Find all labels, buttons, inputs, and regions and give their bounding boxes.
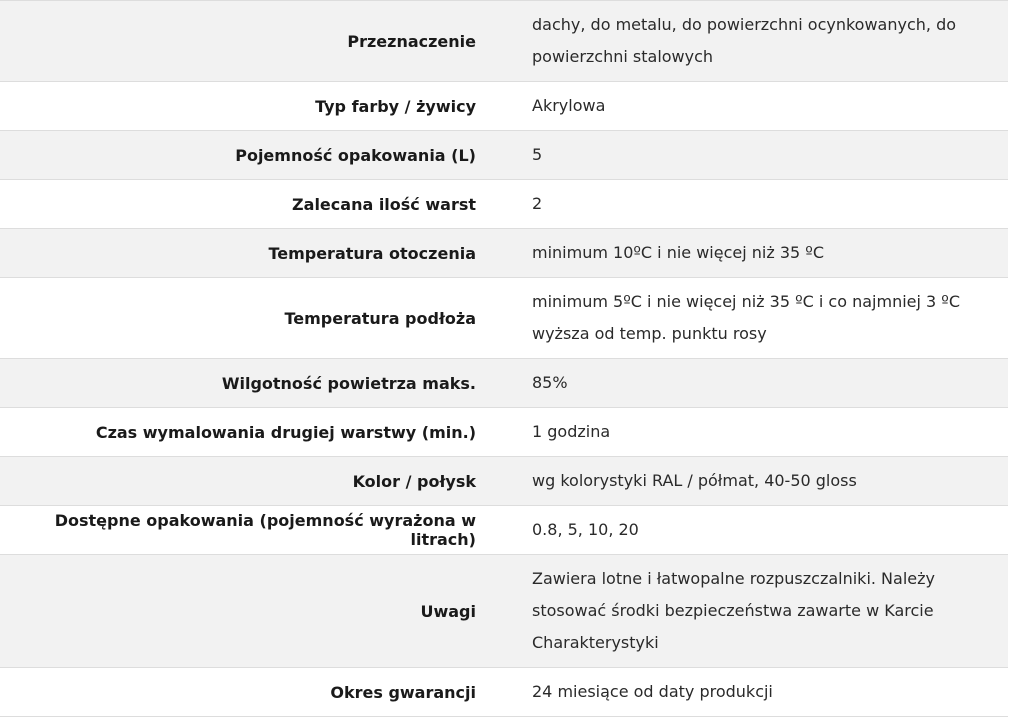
spec-row-czas-wymalowania [0, 408, 1008, 457]
spec-value: 1 godzina [504, 408, 1008, 457]
spec-label: Pojemność opakowania (L) [0, 131, 504, 180]
spec-row-opakowania [0, 506, 1008, 555]
spec-row-wilgotnosc [0, 359, 1008, 408]
spec-value: dachy, do metalu, do powierzchni ocynkowanych, do powierzchni stalowych [504, 1, 1008, 82]
spec-value: 24 miesiące od daty produkcji [504, 668, 1008, 717]
spec-row-temp-otoczenia [0, 229, 1008, 278]
spec-value: 5 [504, 131, 1008, 180]
spec-value: 85% [504, 359, 1008, 408]
spec-label: Przeznaczenie [0, 1, 504, 82]
spec-label: Okres gwarancji [0, 668, 504, 717]
spec-label: Kolor / połysk [0, 457, 504, 506]
spec-row-ilosc-warstw [0, 180, 1008, 229]
spec-row-gwarancja [0, 668, 1008, 717]
spec-row-typ-farby [0, 82, 1008, 131]
spec-row-przeznaczenie [0, 1, 1008, 82]
spec-label: Typ farby / żywicy [0, 82, 504, 131]
spec-value: minimum 10ºC i nie więcej niż 35 ºC [504, 229, 1008, 278]
spec-row-temp-podloza [0, 278, 1008, 359]
spec-value: 0.8, 5, 10, 20 [504, 506, 1008, 555]
spec-value: wg kolorystyki RAL / półmat, 40-50 gloss [504, 457, 1008, 506]
spec-label: Dostępne opakowania (pojemność wyrażona w litrach) [0, 506, 504, 555]
spec-row-pojemnosc [0, 131, 1008, 180]
spec-row-uwagi [0, 555, 1008, 668]
spec-value: 2 [504, 180, 1008, 229]
spec-label: Wilgotność powietrza maks. [0, 359, 504, 408]
spec-value: minimum 5ºC i nie więcej niż 35 ºC i co najmniej 3 ºC wyższa od temp. punktu rosy [504, 278, 1008, 359]
spec-label: Zalecana ilość warst [0, 180, 504, 229]
spec-label: Temperatura otoczenia [0, 229, 504, 278]
spec-value: Zawiera lotne i łatwopalne rozpuszczalniki. Należy stosować środki bezpieczeństwa zawarte w Karcie Charakterystyki [504, 555, 1008, 668]
spec-label: Temperatura podłoża [0, 278, 504, 359]
spec-value: Akrylowa [504, 82, 1008, 131]
spec-label: Czas wymalowania drugiej warstwy (min.) [0, 408, 504, 457]
spec-row-kolor [0, 457, 1008, 506]
spec-label: Uwagi [0, 555, 504, 668]
